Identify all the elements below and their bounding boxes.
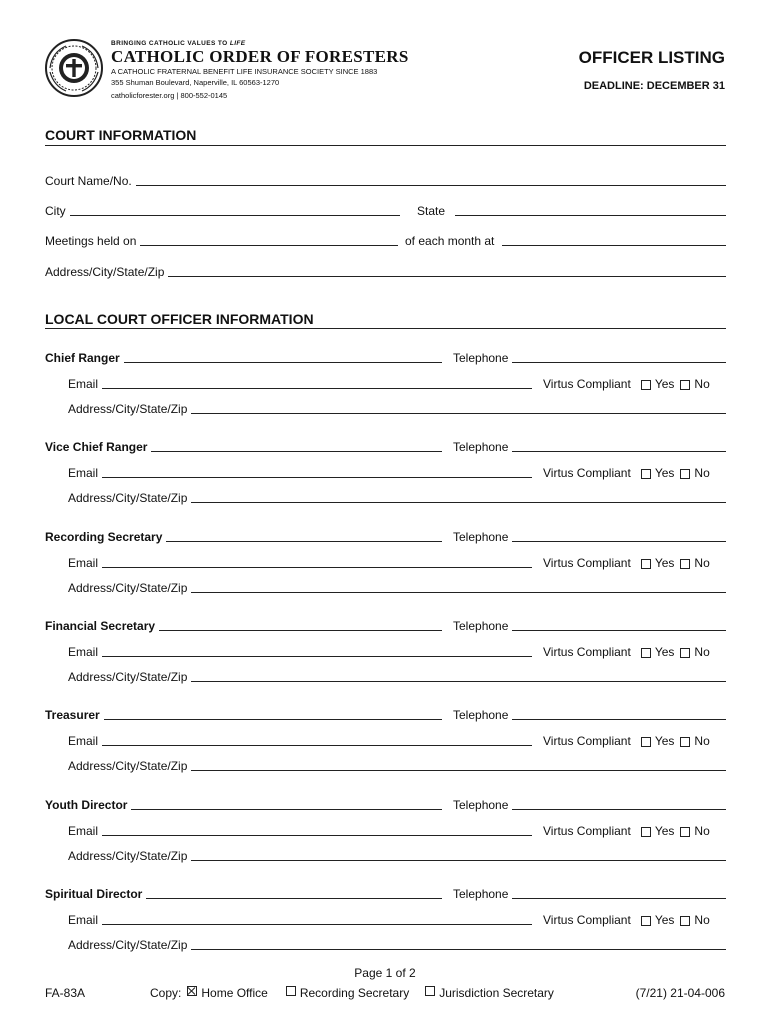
email-label: Email	[68, 824, 99, 838]
virtus-no-checkbox[interactable]	[680, 648, 690, 658]
virtus-row	[543, 556, 710, 570]
city-field[interactable]	[70, 215, 400, 216]
email-label: Email	[68, 556, 99, 570]
virtus-no-label: No	[694, 824, 710, 838]
officer-address-row	[68, 670, 726, 684]
officer-name-row	[45, 798, 442, 812]
virtus-no-checkbox[interactable]	[680, 559, 690, 569]
officer-name-field[interactable]	[104, 719, 442, 720]
officer-address-field[interactable]	[191, 770, 726, 771]
email-row	[68, 645, 532, 659]
email-label: Email	[68, 377, 99, 391]
telephone-field[interactable]	[512, 719, 726, 720]
state-label: State	[417, 204, 446, 218]
court-address-field[interactable]	[168, 276, 726, 277]
officer-name-field[interactable]	[166, 541, 442, 542]
telephone-label: Telephone	[453, 619, 509, 633]
court-name-field[interactable]	[136, 185, 726, 186]
officer-address-label: Address/City/State/Zip	[68, 402, 188, 416]
officer-address-field[interactable]	[191, 502, 726, 503]
court-address-row	[45, 265, 726, 279]
virtus-label: Virtus Compliant	[543, 824, 631, 838]
virtus-label: Virtus Compliant	[543, 556, 631, 570]
email-field[interactable]	[102, 567, 532, 568]
virtus-row	[543, 466, 710, 480]
recording-secretary-checkbox[interactable]	[286, 986, 296, 996]
telephone-label: Telephone	[453, 708, 509, 722]
telephone-row	[453, 708, 726, 722]
org-description: A CATHOLIC FRATERNAL BENEFIT LIFE INSURANCE SOCIETY SINCE 1883	[111, 67, 378, 76]
jurisdiction-secretary-copy-label: Jurisdiction Secretary	[439, 986, 554, 1000]
officer-address-label: Address/City/State/Zip	[68, 938, 188, 952]
meetings-time-field[interactable]	[502, 245, 726, 246]
officer-name-row	[45, 440, 442, 454]
email-label: Email	[68, 645, 99, 659]
telephone-row	[453, 619, 726, 633]
officer-title: Spiritual Director	[45, 887, 143, 901]
officer-address-field[interactable]	[191, 860, 726, 861]
court-address-label: Address/City/State/Zip	[45, 265, 165, 279]
org-name: CATHOLIC ORDER OF FORESTERS	[111, 47, 409, 66]
virtus-no-label: No	[694, 734, 710, 748]
officer-address-field[interactable]	[191, 592, 726, 593]
email-row	[68, 556, 532, 570]
form-title: OFFICER LISTING	[578, 48, 725, 67]
officer-name-field[interactable]	[151, 451, 442, 452]
virtus-no-label: No	[694, 377, 710, 391]
telephone-label: Telephone	[453, 440, 509, 454]
email-label: Email	[68, 734, 99, 748]
virtus-yes-checkbox[interactable]	[641, 648, 651, 658]
virtus-yes-label: Yes	[654, 466, 675, 480]
email-row	[68, 824, 532, 838]
court-info-heading: COURT INFORMATION	[45, 127, 197, 143]
officer-address-label: Address/City/State/Zip	[68, 581, 188, 595]
email-field[interactable]	[102, 477, 532, 478]
virtus-yes-label: Yes	[654, 556, 675, 570]
email-row	[68, 377, 532, 391]
recording-secretary-copy-label: Recording Secretary	[299, 986, 410, 1000]
virtus-no-label: No	[694, 556, 710, 570]
officer-address-field[interactable]	[191, 681, 726, 682]
email-field[interactable]	[102, 388, 532, 389]
virtus-no-checkbox[interactable]	[680, 469, 690, 479]
officer-address-row	[68, 849, 726, 863]
home-office-checkbox[interactable]	[187, 986, 197, 996]
state-row	[417, 204, 726, 218]
officer-address-label: Address/City/State/Zip	[68, 849, 188, 863]
city-row	[45, 204, 400, 218]
virtus-label: Virtus Compliant	[543, 734, 631, 748]
officer-address-row	[68, 581, 726, 595]
officer-name-row	[45, 708, 442, 722]
officer-title: Youth Director	[45, 798, 128, 812]
virtus-row	[543, 824, 710, 838]
officer-name-row	[45, 619, 442, 633]
telephone-row	[453, 798, 726, 812]
telephone-label: Telephone	[453, 887, 509, 901]
deadline: DEADLINE: DECEMBER 31	[583, 80, 725, 92]
court-name-row	[45, 174, 726, 188]
meetings-day-field[interactable]	[140, 245, 398, 246]
officer-address-row	[68, 491, 726, 505]
telephone-field[interactable]	[512, 362, 726, 363]
court-name-label: Court Name/No.	[45, 174, 132, 188]
each-month-label: of each month at	[405, 234, 495, 248]
officer-title: Vice Chief Ranger	[45, 440, 148, 454]
email-field[interactable]	[102, 656, 532, 657]
officer-address-label: Address/City/State/Zip	[68, 491, 188, 505]
virtus-no-checkbox[interactable]	[680, 916, 690, 926]
email-label: Email	[68, 466, 99, 480]
virtus-no-checkbox[interactable]	[680, 380, 690, 390]
telephone-row	[453, 440, 726, 454]
email-row	[68, 913, 532, 927]
officer-address-row	[68, 938, 726, 952]
virtus-row	[543, 734, 710, 748]
officer-title: Financial Secretary	[45, 619, 156, 633]
officer-title: Treasurer	[45, 708, 100, 722]
meetings-label: Meetings held on	[45, 234, 137, 248]
virtus-label: Virtus Compliant	[543, 645, 631, 659]
meetings-time-row	[405, 234, 726, 248]
copy-label: Copy:	[150, 986, 182, 1000]
telephone-field[interactable]	[512, 898, 726, 899]
officer-name-row	[45, 887, 442, 901]
virtus-row	[543, 913, 710, 927]
revision-code: (7/21) 21-04-006	[635, 986, 725, 1000]
virtus-yes-checkbox[interactable]	[641, 737, 651, 747]
virtus-label: Virtus Compliant	[543, 913, 631, 927]
telephone-label: Telephone	[453, 798, 509, 812]
officer-name-field[interactable]	[146, 898, 442, 899]
virtus-no-checkbox[interactable]	[680, 827, 690, 837]
officer-address-field[interactable]	[191, 413, 726, 414]
virtus-yes-checkbox[interactable]	[641, 559, 651, 569]
email-field[interactable]	[102, 745, 532, 746]
virtus-yes-checkbox[interactable]	[641, 380, 651, 390]
officer-name-field[interactable]	[131, 809, 442, 810]
virtus-yes-checkbox[interactable]	[641, 469, 651, 479]
meetings-row	[45, 234, 398, 248]
officer-info-heading: LOCAL COURT OFFICER INFORMATION	[45, 311, 314, 327]
officer-title: Recording Secretary	[45, 530, 163, 544]
email-field[interactable]	[102, 835, 532, 836]
org-address: 355 Shuman Boulevard, Naperville, IL 60563-1270	[111, 78, 280, 87]
telephone-field[interactable]	[512, 451, 726, 452]
virtus-no-label: No	[694, 913, 710, 927]
officer-address-row	[68, 759, 726, 773]
virtus-label: Virtus Compliant	[543, 377, 631, 391]
officer-name-field[interactable]	[124, 362, 442, 363]
telephone-field[interactable]	[512, 541, 726, 542]
telephone-label: Telephone	[453, 530, 509, 544]
officer-name-row	[45, 530, 442, 544]
virtus-yes-label: Yes	[654, 824, 675, 838]
virtus-label: Virtus Compliant	[543, 466, 631, 480]
virtus-yes-checkbox[interactable]	[641, 916, 651, 926]
officer-name-row	[45, 351, 442, 365]
page-number: Page 1 of 2	[354, 966, 416, 980]
virtus-row	[543, 377, 710, 391]
org-contact: catholicforester.org | 800-552-0145	[111, 91, 228, 100]
virtus-yes-label: Yes	[654, 734, 675, 748]
virtus-yes-checkbox[interactable]	[641, 827, 651, 837]
telephone-label: Telephone	[453, 351, 509, 365]
telephone-row	[453, 530, 726, 544]
section-divider	[45, 145, 726, 146]
telephone-row	[453, 351, 726, 365]
virtus-no-label: No	[694, 645, 710, 659]
email-row	[68, 466, 532, 480]
org-tagline: BRINGING CATHOLIC VALUES TO LIFE	[111, 40, 246, 47]
telephone-field[interactable]	[512, 809, 726, 810]
virtus-yes-label: Yes	[654, 645, 675, 659]
virtus-row	[543, 645, 710, 659]
state-field[interactable]	[455, 215, 726, 216]
officer-name-field[interactable]	[159, 630, 442, 631]
jurisdiction-secretary-checkbox[interactable]	[425, 986, 435, 996]
officer-address-row	[68, 402, 726, 416]
email-label: Email	[68, 913, 99, 927]
cof-seal-logo	[44, 38, 104, 98]
officer-address-label: Address/City/State/Zip	[68, 759, 188, 773]
virtus-yes-label: Yes	[654, 913, 675, 927]
telephone-row	[453, 887, 726, 901]
email-row	[68, 734, 532, 748]
virtus-no-label: No	[694, 466, 710, 480]
officer-address-field[interactable]	[191, 949, 726, 950]
copy-distribution	[150, 986, 554, 1000]
form-number: FA-83A	[45, 986, 86, 1000]
home-office-label: Home Office	[201, 986, 268, 1000]
city-label: City	[45, 204, 66, 218]
virtus-no-checkbox[interactable]	[680, 737, 690, 747]
officer-address-label: Address/City/State/Zip	[68, 670, 188, 684]
section-divider	[45, 328, 726, 329]
officer-title: Chief Ranger	[45, 351, 120, 365]
email-field[interactable]	[102, 924, 532, 925]
virtus-yes-label: Yes	[654, 377, 675, 391]
telephone-field[interactable]	[512, 630, 726, 631]
